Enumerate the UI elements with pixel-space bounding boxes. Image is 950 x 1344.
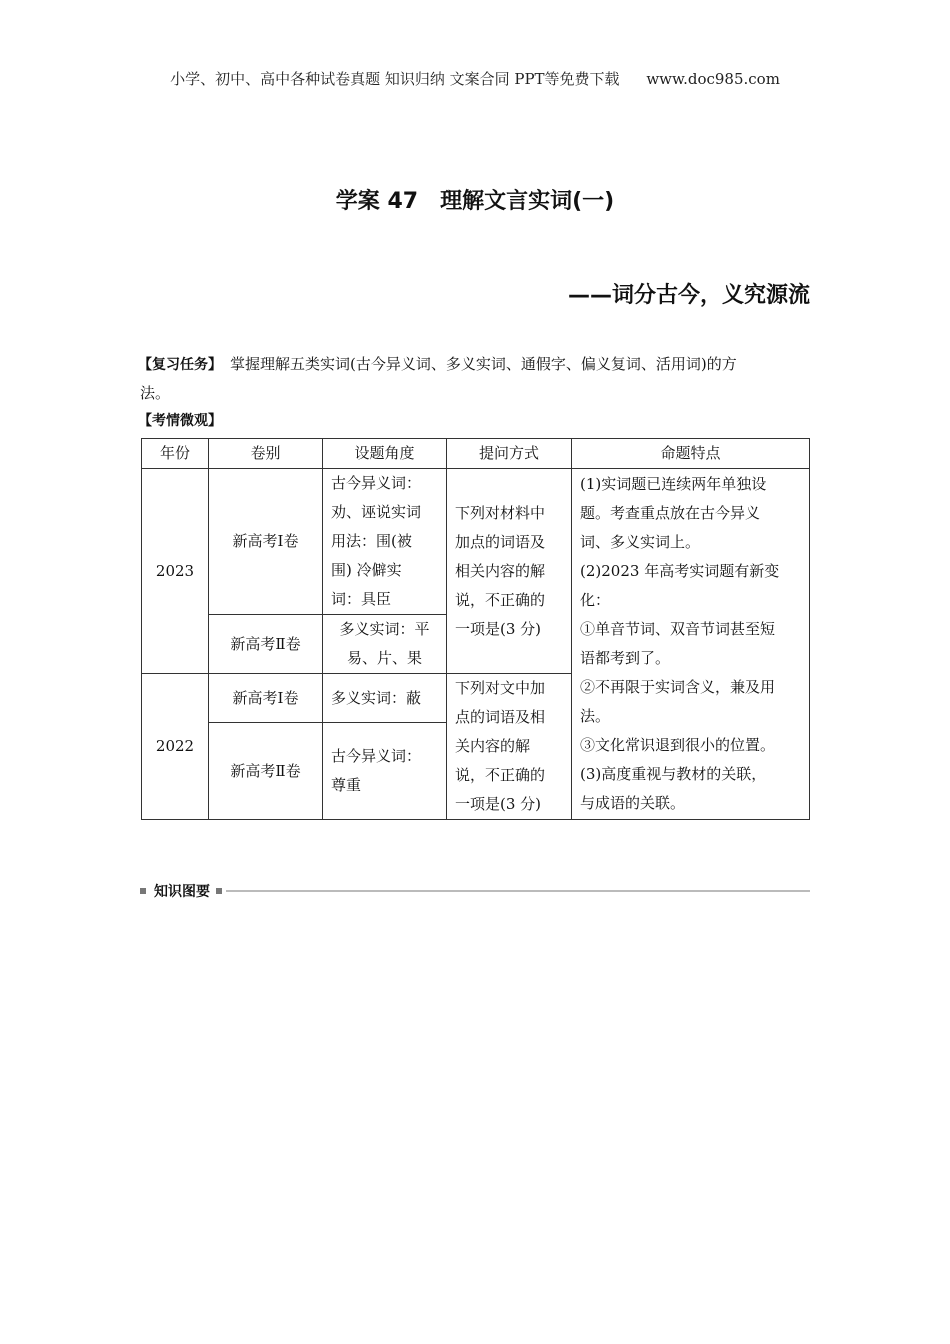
exam-overview-tag: 【考情微观】 — [138, 413, 222, 429]
table-header-row — [142, 439, 810, 469]
page-title: 学案 47 理解文言实词(一) — [335, 189, 615, 214]
knowledge-map-label: 知识图要 — [154, 884, 210, 900]
divider — [226, 890, 810, 892]
review-task-text-cont: 法。 — [140, 384, 171, 402]
question-cell: 下列对文中加 点的词语及相 关内容的解 说，不正确的 一项是(3 分) — [447, 674, 572, 820]
source-banner — [0, 68, 950, 89]
review-task-text: 掌握理解五类实词(古今异义词、多义实词、通假字、偏义复词、活用词)的方 — [230, 355, 737, 373]
header-paper: 卷别 — [209, 439, 323, 469]
header-question: 提问方式 — [447, 439, 572, 469]
paper-cell: 新高考Ⅰ卷 — [209, 674, 323, 723]
table-row — [142, 469, 810, 615]
year-cell: 2022 — [142, 674, 209, 820]
banner-url[interactable]: www.doc985.com — [646, 70, 780, 88]
exam-overview-table — [141, 438, 810, 820]
header-angle: 设题角度 — [323, 439, 447, 469]
features-cell: (1)实词题已连续两年单独设 题。考查重点放在古今异义 词、多义实词上。 (2)2023 年高考实词题有新变 化： ①单音节词、双音节词甚至短 语都考到了。 ②不再限于实词含义，兼及用 法。 ③文化常识退到很小的位置。 (3)高度重视与教材的关联， 与成语的关联。 — [572, 469, 810, 820]
knowledge-map-heading — [140, 880, 810, 902]
paper-cell: 新高考Ⅱ卷 — [209, 723, 323, 820]
year-cell: 2023 — [142, 469, 209, 674]
angle-cell: 古今异义词： 劝、诬说实词 用法：围(被 围) 冷僻实 词：具臣 — [323, 469, 447, 615]
review-task-tag: 【复习任务】 — [138, 357, 222, 373]
header-year: 年份 — [142, 439, 209, 469]
square-bullet-icon — [216, 888, 222, 894]
page-subtitle: ——词分古今，义究源流 — [567, 283, 810, 308]
angle-cell: 多义实词：蔽 — [323, 674, 447, 723]
paper-cell: 新高考Ⅰ卷 — [209, 469, 323, 615]
angle-cell: 古今异义词： 尊重 — [323, 723, 447, 820]
header-features: 命题特点 — [572, 439, 810, 469]
paper-cell: 新高考Ⅱ卷 — [209, 615, 323, 674]
angle-cell: 多义实词：平 易、片、果 — [323, 615, 447, 674]
square-bullet-icon — [140, 888, 146, 894]
banner-text: 小学、初中、高中各种试卷真题 知识归纳 文案合同 PPT等免费下载 — [170, 70, 620, 88]
question-cell: 下列对材料中 加点的词语及 相关内容的解 说，不正确的 一项是(3 分) — [447, 469, 572, 674]
review-task — [138, 350, 812, 407]
